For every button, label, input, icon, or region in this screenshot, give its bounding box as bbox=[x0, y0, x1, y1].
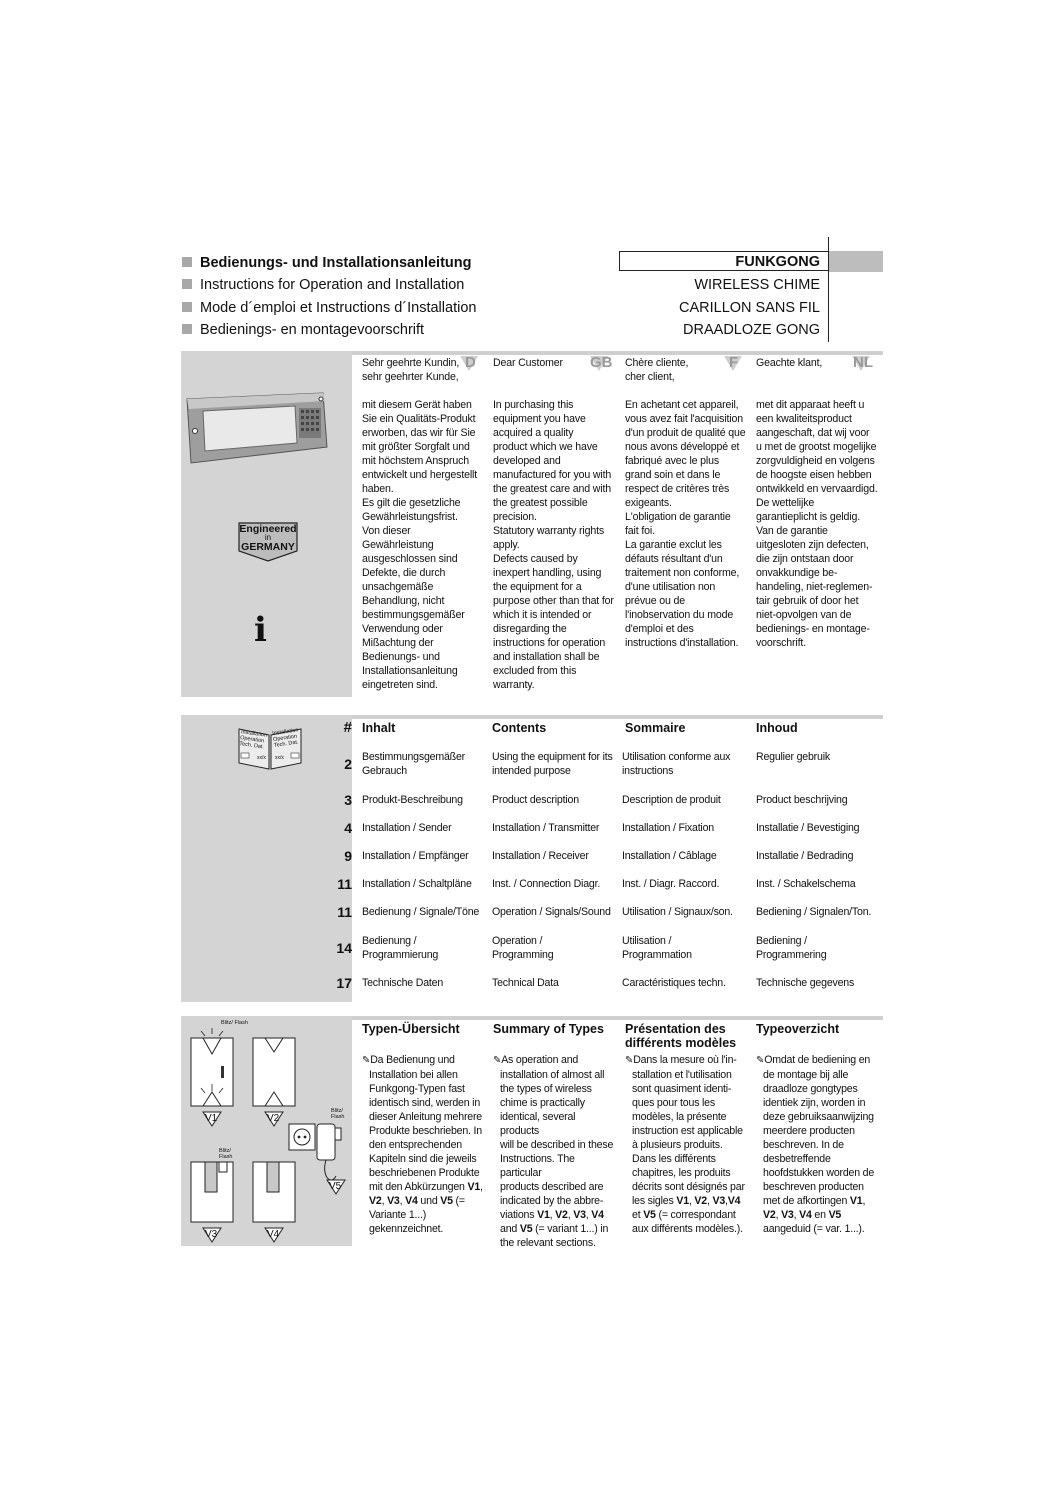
row-de: Bedienung / Programmierung bbox=[362, 935, 439, 961]
text-line: eingetreten sind. bbox=[362, 679, 438, 691]
text-line: manufactured for you with bbox=[493, 469, 612, 481]
text-line: mit größter Sorgfalt und bbox=[362, 441, 470, 453]
text-line: Es gilt die gesetzliche bbox=[362, 497, 461, 509]
row-gb: Installation / Transmitter bbox=[492, 822, 600, 834]
lang-de: D bbox=[465, 354, 476, 371]
salutation bbox=[493, 370, 619, 384]
header-line-fr: Mode d´emploi et Instructions d´Installation bbox=[182, 300, 476, 316]
bullet-square-icon bbox=[182, 279, 192, 289]
lang-fr: F bbox=[729, 354, 739, 371]
row-de: Bestimmungsgemäßer Gebrauch bbox=[362, 751, 465, 777]
title-de: FUNKGONG bbox=[735, 254, 820, 270]
text-line: Behandlung, nicht bbox=[362, 595, 445, 607]
text-line: chime is practically bbox=[500, 1097, 585, 1109]
text-line: the greatest care and with bbox=[493, 483, 612, 495]
text-line: unsachgemäße bbox=[362, 581, 434, 593]
types-header-de: Typen-Übersicht bbox=[362, 1022, 460, 1036]
text-line: niet-opvolgen van de bbox=[756, 609, 852, 621]
flash-label: Blitz/ Flash bbox=[331, 1108, 345, 1120]
row-page: 2 bbox=[344, 756, 352, 772]
row-de: Bedienung / Signale/Töne bbox=[362, 906, 480, 918]
text-line: the relevant sections. bbox=[500, 1237, 596, 1249]
flash-label: Blitz/ Flash bbox=[219, 1148, 233, 1160]
text-line: respect de critères très bbox=[625, 483, 730, 495]
row-de: Installation / Empfänger bbox=[362, 850, 469, 862]
text-line: De wettelijke bbox=[756, 497, 815, 509]
row-fr: Installation / Fixation bbox=[622, 822, 714, 834]
text-line: Defects caused by bbox=[493, 553, 578, 565]
text-line: apply. bbox=[493, 539, 520, 551]
text-line: disregarding the bbox=[493, 623, 567, 635]
text-line: installation of almost all bbox=[500, 1069, 605, 1081]
salutation bbox=[756, 370, 882, 384]
text-line: Variante 1...) bbox=[369, 1209, 427, 1221]
text-line: garantieplicht is geldig. bbox=[756, 511, 861, 523]
text-line: d'un produit de qualité que bbox=[625, 427, 746, 439]
row-de: Installation / Sender bbox=[362, 822, 452, 834]
text-line: décrits sont désignés par bbox=[632, 1181, 745, 1193]
text-line: V2, V3, V4 und V5 (= bbox=[369, 1195, 465, 1207]
contents-header-gb: Contents bbox=[492, 721, 547, 735]
types-fr bbox=[625, 1053, 747, 1236]
text-line: exigeants. bbox=[625, 497, 672, 509]
text-line: the greatest possible bbox=[493, 497, 588, 509]
title-grey-bar bbox=[829, 251, 883, 272]
bullet-square-icon bbox=[182, 257, 192, 267]
variant-v2-label: V2 bbox=[267, 1113, 280, 1124]
text-line: die zijn ontstaan door bbox=[756, 553, 854, 565]
badge-line2: in bbox=[264, 533, 272, 542]
text-line: Installation bei allen bbox=[369, 1069, 458, 1081]
text-line: product which we have bbox=[493, 441, 598, 453]
text-line: nous avons développé et bbox=[625, 441, 740, 453]
text-line: instructions for operation bbox=[493, 637, 606, 649]
row-fr: Inst. / Diagr. Raccord. bbox=[622, 878, 720, 890]
variant-v1-label: V1 bbox=[205, 1113, 218, 1124]
row-nl: Installatie / Bevestiging bbox=[756, 822, 860, 834]
row-nl: Bediening / Programmering bbox=[756, 935, 827, 961]
text-line: grand soin et dans le bbox=[625, 469, 721, 481]
row-de: Installation / Schaltpläne bbox=[362, 878, 472, 890]
text-line: aangeschaft, dat wij voor bbox=[756, 427, 870, 439]
text-line: Installationsanleitung bbox=[362, 665, 458, 677]
text-line: ausgeschlossen sind bbox=[362, 553, 458, 565]
badge-line1: Engineered bbox=[239, 523, 297, 535]
text-line: L'obligation de garantie bbox=[625, 511, 731, 523]
text-line: ✎Omdat de bediening en bbox=[756, 1054, 871, 1066]
chime-device-illustration bbox=[183, 391, 329, 471]
intro-de bbox=[362, 356, 488, 692]
text-line: vous avez fait l'acquisition bbox=[625, 413, 743, 425]
text-line: Gewährleistungsfrist. bbox=[362, 511, 458, 523]
text-line: viations V1, V2, V3, V4 bbox=[500, 1209, 604, 1221]
text-line: met dit apparaat heeft u bbox=[756, 399, 865, 411]
engineered-in-germany-badge bbox=[235, 521, 301, 563]
salutation: Geachte klant, bbox=[756, 357, 823, 369]
text-line: u met de grootst mogelijke bbox=[756, 441, 877, 453]
text-line: les sigles V1, V2, V3,V4 bbox=[632, 1195, 741, 1207]
text-line: et V5 (= correspondant bbox=[632, 1209, 736, 1221]
row-page: 4 bbox=[344, 820, 352, 836]
text-line: bedienings- en montage- bbox=[756, 623, 870, 635]
text-line: den entsprechenden bbox=[369, 1139, 463, 1151]
bullet-square-icon bbox=[182, 324, 192, 334]
text-line: ontwikkeld en vervaardigd. bbox=[756, 483, 878, 495]
salutation: sehr geehrter Kunde, bbox=[362, 371, 459, 383]
row-page: 11 bbox=[337, 876, 352, 892]
row-fr: Installation / Câblage bbox=[622, 850, 717, 862]
text-line: à plusieurs produits. bbox=[632, 1139, 723, 1151]
text-line: beschriebenen Produkte bbox=[369, 1167, 480, 1179]
text-line: La garantie exclut les bbox=[625, 539, 722, 551]
booklet-right-text: Installation Operation Tech. Dat. bbox=[271, 727, 299, 749]
text-line: de montage bij alle bbox=[763, 1069, 849, 1081]
row-nl: Installatie / Bedrading bbox=[756, 850, 854, 862]
text-line: chapitres, les produits bbox=[632, 1167, 731, 1179]
text-line: Sie ein Qualitäts-Produkt bbox=[362, 413, 476, 425]
text-line: modèles, la présente bbox=[632, 1111, 727, 1123]
contents-hash: # bbox=[343, 719, 352, 736]
text-line: the types of wireless bbox=[500, 1083, 592, 1095]
text-line: Von dieser bbox=[362, 525, 411, 537]
text-line: and installation shall be bbox=[493, 651, 600, 663]
row-de: Produkt-Beschreibung bbox=[362, 794, 463, 806]
text-line: excluded from this bbox=[493, 665, 577, 677]
text-line: meerdere producten bbox=[763, 1125, 855, 1137]
row-page: 17 bbox=[336, 975, 352, 991]
text-line: mit diesem Gerät haben bbox=[362, 399, 472, 411]
text-line: stallation et l'utilisation bbox=[632, 1069, 732, 1081]
booklet-left-text: Installation Operation Tech. Dat. bbox=[238, 729, 268, 751]
text-line: purpose other than that for bbox=[493, 595, 614, 607]
text-line: mit höchstem Anspruch bbox=[362, 455, 469, 467]
text-line: Statutory warranty rights bbox=[493, 525, 605, 537]
row-nl: Regulier gebruik bbox=[756, 751, 830, 763]
row-page: 11 bbox=[337, 904, 352, 920]
row-nl: Inst. / Schakelschema bbox=[756, 878, 856, 890]
text-line: d'une utilisation non bbox=[625, 581, 716, 593]
row-page: 14 bbox=[336, 940, 352, 956]
bullet-square-icon bbox=[182, 302, 192, 312]
text-line: entwickelt und hergestellt bbox=[362, 469, 478, 481]
text-line: erworben, das wir für Sie bbox=[362, 427, 476, 439]
row-nl: Product beschrijving bbox=[756, 794, 848, 806]
text-line: sont quasiment identi- bbox=[632, 1083, 732, 1095]
text-line: Instructions. The particular bbox=[500, 1153, 575, 1179]
badge-line3: GERMANY bbox=[241, 541, 295, 553]
row-fr: Caractéristiques techn. bbox=[622, 977, 726, 989]
text-line: inexpert handling, using bbox=[493, 567, 602, 579]
text-line: Funkgong-Typen fast bbox=[369, 1083, 465, 1095]
row-page: 9 bbox=[344, 848, 352, 864]
row-nl: Bediening / Signalen/Ton. bbox=[756, 906, 872, 918]
text-line: acquired a quality bbox=[493, 427, 574, 439]
text-line: bestimmungsgemäßer bbox=[362, 609, 465, 621]
row-gb: Operation / Programming bbox=[492, 935, 554, 961]
text-line: Verwendung oder bbox=[362, 623, 443, 635]
variants-illustration bbox=[181, 1016, 352, 1246]
text-line: traitement non conforme, bbox=[625, 567, 740, 579]
pencil-icon: ✎ bbox=[625, 1055, 634, 1066]
flash-label: Blitz/ Flash bbox=[221, 1020, 248, 1026]
text-line: défauts résultant d'un bbox=[625, 553, 723, 565]
text-line: which it is intended or bbox=[493, 609, 592, 621]
text-line: de hoogste eisen hebben bbox=[756, 469, 872, 481]
text-line: ✎Da Bedienung und bbox=[362, 1054, 455, 1066]
salutation: Sehr geehrte Kundin, bbox=[362, 357, 460, 369]
text-line: developed and bbox=[493, 455, 561, 467]
booklet-page-right: xx/x bbox=[275, 755, 284, 761]
row-gb: Inst. / Connection Diagr. bbox=[492, 878, 601, 890]
variant-v3-label: V3 bbox=[205, 1229, 218, 1240]
booklet-page-left: xx/x bbox=[257, 755, 266, 761]
types-de bbox=[362, 1053, 486, 1236]
intro-side-panel bbox=[181, 351, 352, 697]
text-line: Kapiteln sind die jeweils bbox=[369, 1153, 477, 1165]
row-nl: Technische gegevens bbox=[756, 977, 855, 989]
title-fr: CARILLON SANS FIL bbox=[678, 300, 820, 316]
types-header-nl: Typeoverzicht bbox=[756, 1022, 840, 1036]
text-line: mit den Abkürzungen V1, bbox=[369, 1181, 483, 1193]
text-line: voorschrift. bbox=[756, 637, 807, 649]
text-line: ✎As operation and bbox=[493, 1054, 579, 1066]
text-line: l'inobservation du mode bbox=[625, 609, 734, 621]
salutation: cher client, bbox=[625, 371, 675, 383]
intro-gb-body bbox=[493, 398, 619, 692]
text-line: prévue ou de bbox=[625, 595, 686, 607]
text-line: beschreven producten bbox=[763, 1181, 864, 1193]
text-line: aangeduid (= var. 1...). bbox=[763, 1223, 865, 1235]
text-line: fabriqué avec le plus bbox=[625, 455, 720, 467]
text-line: met de afkortingen V1, bbox=[763, 1195, 866, 1207]
text-line: Dans les différents bbox=[632, 1153, 716, 1165]
pencil-icon: ✎ bbox=[756, 1055, 765, 1066]
text-line: indicated by the abbre- bbox=[500, 1195, 604, 1207]
text-line: ✎Dans la mesure où l'in- bbox=[625, 1054, 737, 1066]
text-line: En achetant cet appareil, bbox=[625, 399, 739, 411]
text-line: onvakkundige be- bbox=[756, 567, 838, 579]
variant-v5-label: V5 bbox=[329, 1181, 342, 1192]
types-header-fr: Présentation des différents modèles bbox=[625, 1022, 737, 1050]
text-line: Produkte beschrieben. In bbox=[369, 1125, 482, 1137]
text-line: identisch sind, werden in bbox=[369, 1097, 481, 1109]
contents-header-de: Inhalt bbox=[362, 721, 396, 735]
intro-fr bbox=[625, 356, 751, 650]
salutation: Dear Customer bbox=[493, 357, 563, 369]
text-line: the equipment for a bbox=[493, 581, 582, 593]
text-line: een kwaliteitsproduct bbox=[756, 413, 852, 425]
row-fr: Utilisation conforme aux instructions bbox=[622, 751, 731, 777]
contents-header-fr: Sommaire bbox=[625, 721, 686, 735]
header-line-gb: Instructions for Operation and Installation bbox=[182, 277, 464, 293]
text-line: aux différents modèles.). bbox=[632, 1223, 743, 1235]
intro-fr-body bbox=[625, 398, 751, 650]
intro-de-body bbox=[362, 398, 488, 692]
text-line: beschreven. In de bbox=[763, 1139, 844, 1151]
text-line: warranty. bbox=[493, 679, 535, 691]
contents-header-nl: Inhoud bbox=[756, 721, 798, 735]
text-line: deze gebruiksaanwijzing bbox=[763, 1111, 874, 1123]
row-gb: Product description bbox=[492, 794, 579, 806]
variant-v4-label: V4 bbox=[267, 1229, 280, 1240]
row-fr: Description de produit bbox=[622, 794, 721, 806]
text-line: instruction est applicable bbox=[632, 1125, 743, 1137]
text-line: ques pour tous les bbox=[632, 1097, 715, 1109]
title-nl: DRAADLOZE GONG bbox=[683, 322, 820, 338]
info-icon: i bbox=[254, 610, 267, 650]
intro-nl-body bbox=[756, 398, 882, 650]
text-line: hoofdstukken worden de bbox=[763, 1167, 875, 1179]
text-line: dieser Anleitung mehrere bbox=[369, 1111, 482, 1123]
text-line: products described are bbox=[500, 1181, 604, 1193]
row-gb: Technical Data bbox=[492, 977, 559, 989]
title-divider bbox=[828, 237, 829, 342]
text-line: identiek zijn, worden in bbox=[763, 1097, 866, 1109]
text-line: identical, several products bbox=[500, 1111, 576, 1137]
text-line: Bedienungs- und bbox=[362, 651, 440, 663]
text-line: will be described in these bbox=[500, 1139, 614, 1151]
header-line-de: Bedienungs- und Installationsanleitung bbox=[182, 255, 471, 271]
row-page: 3 bbox=[344, 792, 352, 808]
row-fr: Utilisation / Programmation bbox=[622, 935, 692, 961]
pencil-icon: ✎ bbox=[493, 1055, 502, 1066]
pencil-icon: ✎ bbox=[362, 1055, 371, 1066]
text-line: V2, V3, V4 en V5 bbox=[763, 1209, 842, 1221]
types-nl bbox=[756, 1053, 878, 1236]
types-side-panel bbox=[181, 1016, 352, 1246]
text-line: instructions d'installation. bbox=[625, 637, 739, 649]
text-line: draadloze gongtypes bbox=[763, 1083, 858, 1095]
row-gb: Installation / Receiver bbox=[492, 850, 589, 862]
text-line: d'emploi et des bbox=[625, 623, 694, 635]
types-gb bbox=[493, 1053, 617, 1250]
row-gb: Operation / Signals/Sound bbox=[492, 906, 611, 918]
text-line: and V5 (= variant 1...) in bbox=[500, 1223, 609, 1235]
text-line: equipment you have bbox=[493, 413, 586, 425]
text-line: gekennzeichnet. bbox=[369, 1223, 444, 1235]
text-line: Gewährleistung bbox=[362, 539, 434, 551]
text-line: Defekte, die durch bbox=[362, 567, 446, 579]
text-line: Van de garantie bbox=[756, 525, 828, 537]
salutation: Chère cliente, bbox=[625, 357, 689, 369]
text-line: precision. bbox=[493, 511, 537, 523]
text-line: In purchasing this bbox=[493, 399, 574, 411]
lang-nl: NL bbox=[853, 354, 873, 371]
text-line: handeling, niet-reglemen- bbox=[756, 581, 873, 593]
text-line: Mißachtung der bbox=[362, 637, 434, 649]
text-line: tair gebruik of door het bbox=[756, 595, 859, 607]
header-line-nl: Bedienings- en montagevoorschrift bbox=[182, 322, 424, 338]
lang-gb: GB bbox=[590, 354, 613, 371]
text-line: fait foi. bbox=[625, 525, 655, 537]
row-de: Technische Daten bbox=[362, 977, 444, 989]
types-header-gb: Summary of Types bbox=[493, 1022, 604, 1036]
row-gb: Using the equipment for its intended purpose bbox=[492, 751, 613, 777]
text-line: desbetreffende bbox=[763, 1153, 831, 1165]
row-fr: Utilisation / Signaux/son. bbox=[622, 906, 733, 918]
intro-gb bbox=[493, 356, 619, 692]
title-gb: WIRELESS CHIME bbox=[694, 277, 820, 293]
text-line: uitgesloten zijn defecten, bbox=[756, 539, 869, 551]
text-line: haben. bbox=[362, 483, 394, 495]
text-line: zorgvuldigheid en volgens bbox=[756, 455, 875, 467]
intro-nl bbox=[756, 356, 882, 650]
